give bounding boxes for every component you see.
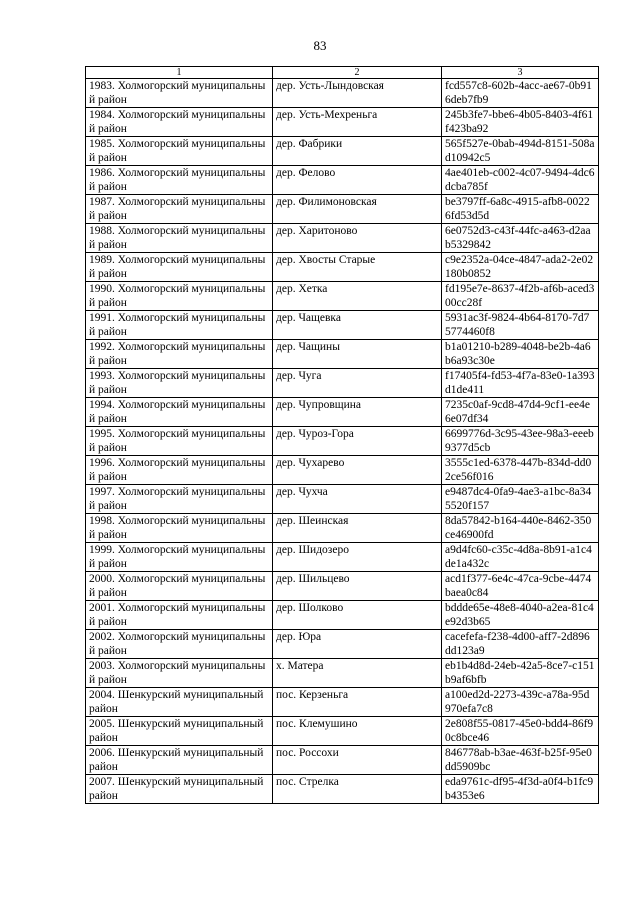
settlement-cell-text: дер. Шолково [276, 602, 344, 614]
table-row [86, 485, 599, 514]
settlement-cell-text: пос. Россохи [276, 747, 339, 759]
settlement-cell-text: дер. Чупровщина [276, 399, 362, 411]
settlement-cell-text: дер. Усть-Лындовская [276, 80, 384, 92]
page-number: 83 [313, 38, 327, 53]
settlement-cell [273, 746, 442, 775]
registry-table [85, 66, 599, 804]
settlement-cell-text: дер. Хетка [276, 283, 328, 295]
settlement-cell-text: пос. Керзеньга [276, 689, 349, 701]
guid-cell [442, 456, 599, 485]
district-cell [86, 398, 273, 427]
district-cell [86, 485, 273, 514]
guid-cell-text: 6699776d-3c95-43ee-98a3-eeeb9377d5cb [445, 428, 594, 454]
guid-cell [442, 108, 599, 137]
district-cell-text: 1998. Холмогорский муниципальный район [89, 515, 266, 541]
district-cell [86, 108, 273, 137]
guid-cell-text: f17405f4-fd53-4f7a-83e0-1a393d1de411 [445, 370, 595, 396]
guid-cell-text: fd195e7e-8637-4f2b-af6b-aced300cc28f [445, 283, 595, 309]
guid-cell-text: 8da57842-b164-440e-8462-350ce46900fd [445, 515, 592, 541]
settlement-cell-text: дер. Чуга [276, 370, 322, 382]
guid-cell [442, 224, 599, 253]
table-row [86, 514, 599, 543]
district-cell [86, 601, 273, 630]
settlement-cell-text: дер. Филимоновская [276, 196, 377, 208]
district-cell [86, 137, 273, 166]
guid-cell-text: 5931ac3f-9824-4b64-8170-7d75774460f8 [445, 312, 590, 338]
district-cell [86, 166, 273, 195]
guid-cell-text: 4ae401eb-c002-4c07-9494-4dc6dcba785f [445, 167, 595, 193]
district-cell [86, 224, 273, 253]
guid-cell-text: be3797ff-6a8c-4915-afb8-00226fd53d5d [445, 196, 590, 222]
guid-cell [442, 630, 599, 659]
district-cell-text: 2005. Шенкурский муниципальный район [89, 718, 264, 744]
guid-cell [442, 543, 599, 572]
table-body [86, 79, 599, 804]
settlement-cell [273, 253, 442, 282]
guid-cell [442, 775, 599, 804]
settlement-cell-text: дер. Фелово [276, 167, 336, 179]
settlement-cell-text: дер. Чащины [276, 341, 340, 353]
guid-cell-text: bddde65e-48e8-4040-a2ea-81c4e92d3b65 [445, 602, 594, 628]
guid-cell [442, 340, 599, 369]
guid-cell [442, 746, 599, 775]
district-cell-text: 1999. Холмогорский муниципальный район [89, 544, 266, 570]
settlement-cell [273, 311, 442, 340]
district-cell [86, 659, 273, 688]
settlement-cell-text: дер. Шеинская [276, 515, 349, 527]
column-header-3: 3 [442, 67, 599, 79]
settlement-cell-text: дер. Харитоново [276, 225, 358, 237]
district-cell [86, 253, 273, 282]
settlement-cell [273, 398, 442, 427]
district-cell-text: 1994. Холмогорский муниципальный район [89, 399, 266, 425]
district-cell-text: 1990. Холмогорский муниципальный район [89, 283, 266, 309]
table-row [86, 369, 599, 398]
table-row [86, 311, 599, 340]
district-cell [86, 543, 273, 572]
table-row [86, 746, 599, 775]
guid-cell-text: 6e0752d3-c43f-44fc-a463-d2aab5329842 [445, 225, 591, 251]
table-row [86, 282, 599, 311]
district-cell [86, 572, 273, 601]
settlement-cell [273, 485, 442, 514]
table-row [86, 659, 599, 688]
column-header-2: 2 [273, 67, 442, 79]
guid-cell [442, 195, 599, 224]
table-row [86, 630, 599, 659]
guid-cell [442, 166, 599, 195]
district-cell [86, 775, 273, 804]
table-row [86, 572, 599, 601]
guid-cell-text: c9e2352a-04ce-4847-ada2-2e02180b0852 [445, 254, 594, 280]
guid-cell-text: 565f527e-0bab-494d-8151-508ad10942c5 [445, 138, 595, 164]
table-row [86, 688, 599, 717]
district-cell [86, 282, 273, 311]
settlement-cell [273, 688, 442, 717]
table-row [86, 543, 599, 572]
settlement-cell-text: дер. Чухча [276, 486, 328, 498]
settlement-cell-text: х. Матера [276, 660, 324, 672]
district-cell-text: 1995. Холмогорский муниципальный район [89, 428, 266, 454]
settlement-cell-text: дер. Фабрики [276, 138, 343, 150]
guid-cell [442, 514, 599, 543]
guid-cell-text: eb1b4d8d-24eb-42a5-8ce7-c151b9af6bfb [445, 660, 595, 686]
guid-cell [442, 717, 599, 746]
table-row [86, 79, 599, 108]
guid-cell-text: fcd557c8-602b-4acc-ae67-0b916deb7fb9 [445, 80, 592, 106]
guid-cell-text: 2e808f55-0817-45e0-bdd4-86f90c8bce46 [445, 718, 594, 744]
district-cell [86, 79, 273, 108]
district-cell [86, 369, 273, 398]
district-cell [86, 456, 273, 485]
district-cell [86, 340, 273, 369]
table-row [86, 166, 599, 195]
settlement-cell-text: дер. Чухарево [276, 457, 345, 469]
guid-cell [442, 572, 599, 601]
district-cell-text: 2001. Холмогорский муниципальный район [89, 602, 266, 628]
district-cell-text: 1993. Холмогорский муниципальный район [89, 370, 266, 396]
district-cell-text: 1996. Холмогорский муниципальный район [89, 457, 266, 483]
guid-cell [442, 369, 599, 398]
guid-cell-text: a100ed2d-2273-439c-a78a-95d970efa7c8 [445, 689, 590, 715]
settlement-cell [273, 601, 442, 630]
settlement-cell-text: дер. Чащевка [276, 312, 341, 324]
district-cell [86, 311, 273, 340]
guid-cell-text: 7235c0af-9cd8-47d4-9cf1-ee4e6e07df34 [445, 399, 590, 425]
column-header-1: 1 [86, 67, 273, 79]
guid-cell [442, 137, 599, 166]
table-row [86, 427, 599, 456]
district-cell-text: 2006. Шенкурский муниципальный район [89, 747, 264, 773]
settlement-cell-text: дер. Чуроз-Гора [276, 428, 354, 440]
table-row [86, 717, 599, 746]
district-cell [86, 195, 273, 224]
settlement-cell [273, 224, 442, 253]
table-row [86, 456, 599, 485]
settlement-cell [273, 717, 442, 746]
district-cell [86, 514, 273, 543]
table-row [86, 253, 599, 282]
guid-cell [442, 253, 599, 282]
district-cell-text: 1992. Холмогорский муниципальный район [89, 341, 266, 367]
guid-cell [442, 659, 599, 688]
settlement-cell [273, 775, 442, 804]
guid-cell [442, 485, 599, 514]
guid-cell [442, 311, 599, 340]
district-cell-text: 2000. Холмогорский муниципальный район [89, 573, 266, 599]
settlement-cell [273, 369, 442, 398]
settlement-cell [273, 195, 442, 224]
settlement-cell-text: дер. Юра [276, 631, 322, 643]
settlement-cell [273, 514, 442, 543]
table-row [86, 601, 599, 630]
settlement-cell-text: пос. Клемушино [276, 718, 358, 730]
district-cell-text: 1987. Холмогорский муниципальный район [89, 196, 266, 222]
district-cell [86, 630, 273, 659]
guid-cell-text: 3555c1ed-6378-447b-834d-dd02ce56f016 [445, 457, 592, 483]
table-row [86, 108, 599, 137]
table-row [86, 775, 599, 804]
settlement-cell [273, 456, 442, 485]
settlement-cell-text: дер. Хвосты Старые [276, 254, 376, 266]
guid-cell-text: cacefefa-f238-4d00-aff7-2d896dd123a9 [445, 631, 590, 657]
table-row [86, 340, 599, 369]
district-cell-text: 1991. Холмогорский муниципальный район [89, 312, 266, 338]
table-row [86, 137, 599, 166]
district-cell [86, 427, 273, 456]
district-cell [86, 688, 273, 717]
settlement-cell [273, 427, 442, 456]
settlement-cell [273, 108, 442, 137]
table-row [86, 195, 599, 224]
table-row [86, 398, 599, 427]
settlement-cell [273, 166, 442, 195]
district-cell [86, 717, 273, 746]
guid-cell-text: eda9761c-df95-4f3d-a0f4-b1fc9b4353e6 [445, 776, 594, 802]
district-cell-text: 1983. Холмогорский муниципальный район [89, 80, 266, 106]
district-cell-text: 2002. Холмогорский муниципальный район [89, 631, 266, 657]
guid-cell [442, 79, 599, 108]
settlement-cell [273, 137, 442, 166]
district-cell-text: 2004. Шенкурский муниципальный район [89, 689, 264, 715]
guid-cell-text: acd1f377-6e4c-47ca-9cbe-4474baea0c84 [445, 573, 592, 599]
settlement-cell [273, 630, 442, 659]
settlement-cell [273, 543, 442, 572]
district-cell [86, 746, 273, 775]
guid-cell [442, 282, 599, 311]
guid-cell-text: 846778ab-b3ae-463f-b25f-95e0dd5909bc [445, 747, 592, 773]
district-cell-text: 1988. Холмогорский муниципальный район [89, 225, 266, 251]
guid-cell-text: 245b3fe7-bbe6-4b05-8403-4f61f423ba92 [445, 109, 594, 135]
district-cell-text: 1997. Холмогорский муниципальный район [89, 486, 266, 512]
settlement-cell-text: дер. Шильцево [276, 573, 350, 585]
settlement-cell [273, 340, 442, 369]
district-cell-text: 1989. Холмогорский муниципальный район [89, 254, 266, 280]
guid-cell-text: a9d4fc60-c35c-4d8a-8b91-a1c4de1a432c [445, 544, 592, 570]
guid-cell [442, 601, 599, 630]
guid-cell-text: b1a01210-b289-4048-be2b-4a6b6a93c30e [445, 341, 591, 367]
district-cell-text: 1984. Холмогорский муниципальный район [89, 109, 266, 135]
settlement-cell [273, 572, 442, 601]
district-cell-text: 1986. Холмогорский муниципальный район [89, 167, 266, 193]
settlement-cell [273, 282, 442, 311]
guid-cell [442, 398, 599, 427]
district-cell-text: 2007. Шенкурский муниципальный район [89, 776, 264, 802]
settlement-cell [273, 659, 442, 688]
district-cell-text: 1985. Холмогорский муниципальный район [89, 138, 266, 164]
table-row [86, 224, 599, 253]
settlement-cell-text: дер. Шидозеро [276, 544, 349, 556]
table-header-row [86, 67, 599, 79]
settlement-cell [273, 79, 442, 108]
district-cell-text: 2003. Холмогорский муниципальный район [89, 660, 266, 686]
guid-cell-text: e9487dc4-0fa9-4ae3-a1bc-8a345520f157 [445, 486, 592, 512]
guid-cell [442, 427, 599, 456]
guid-cell [442, 688, 599, 717]
settlement-cell-text: дер. Усть-Мехреньга [276, 109, 378, 121]
settlement-cell-text: пос. Стрелка [276, 776, 339, 788]
